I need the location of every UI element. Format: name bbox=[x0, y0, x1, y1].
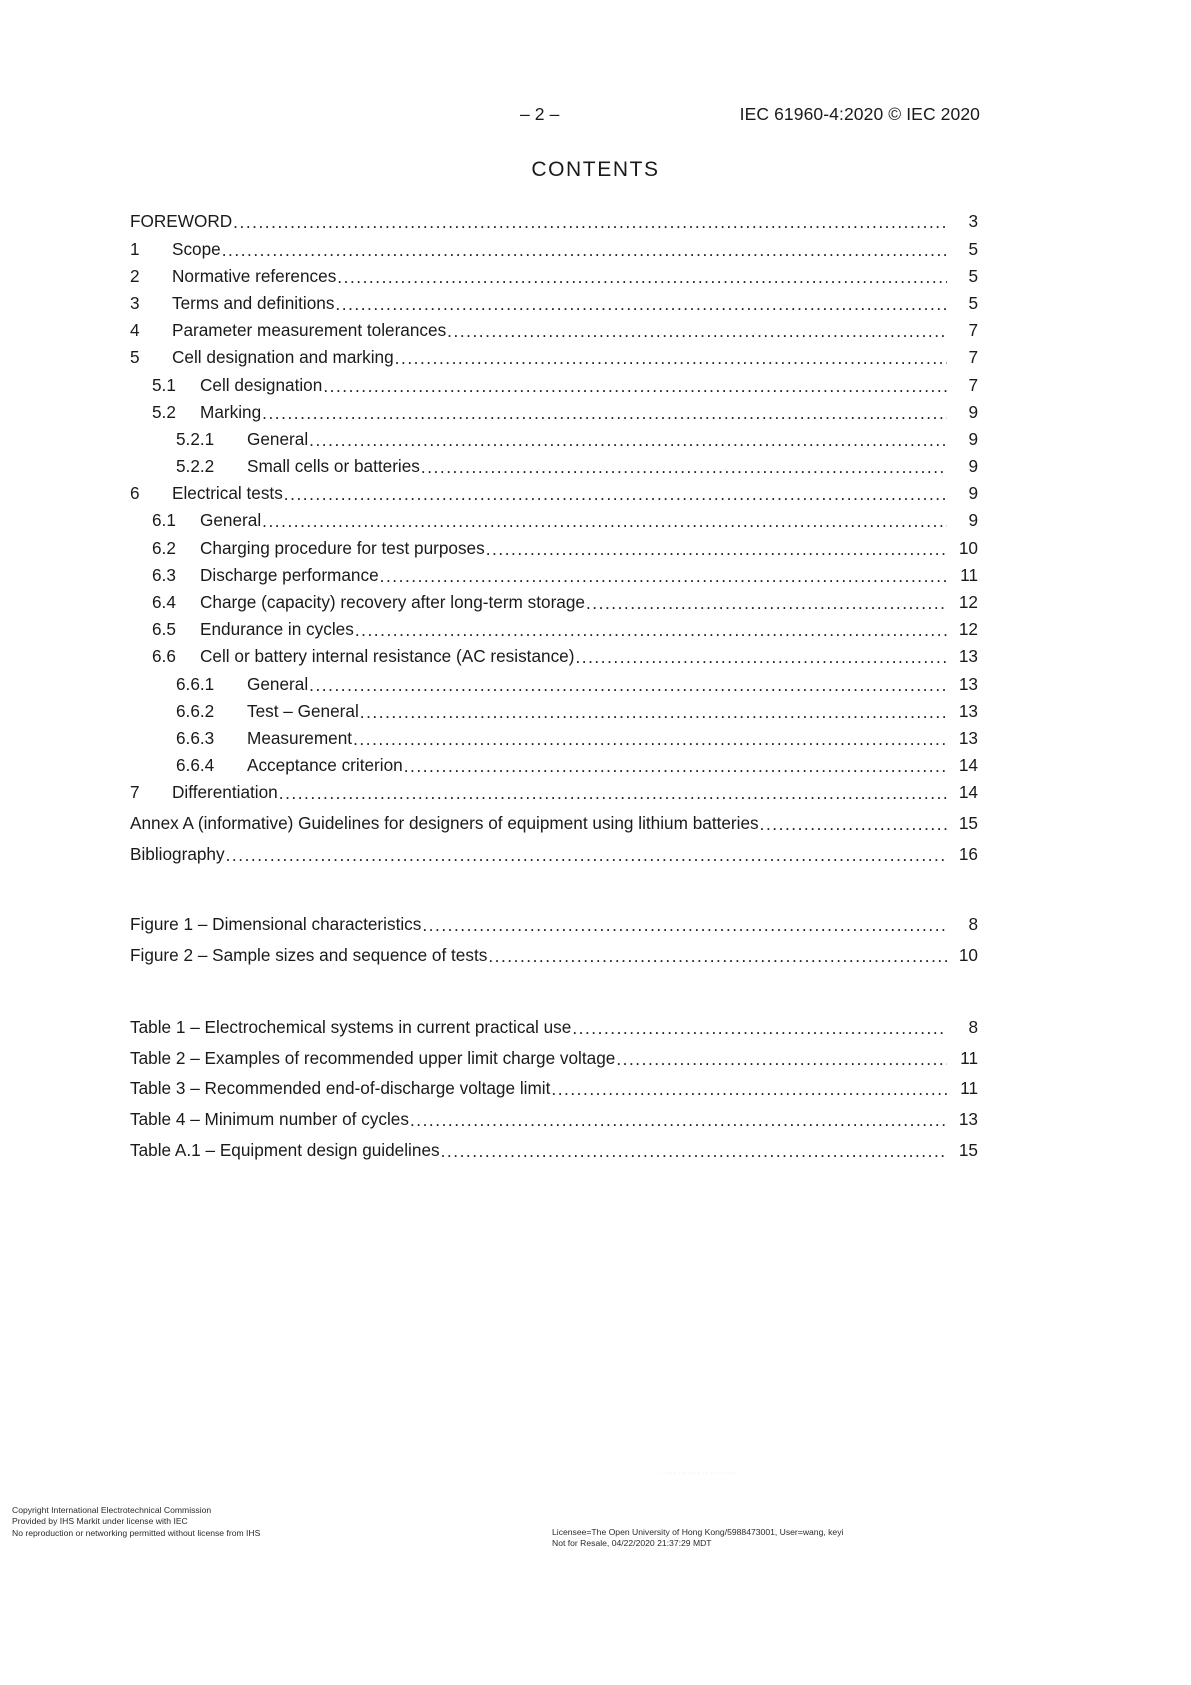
toc-entry-number: 6.6.2 bbox=[176, 700, 215, 721]
toc-entry-label: Terms and definitions bbox=[172, 292, 335, 313]
toc-entry-label: Table 2 – Examples of recommended upper limit charge voltage bbox=[130, 1047, 616, 1068]
toc-section-row-5[interactable] bbox=[130, 339, 978, 366]
toc-section-row-23[interactable] bbox=[130, 832, 978, 863]
toc-leader-dots bbox=[323, 377, 947, 394]
toc-entry-page: 12 bbox=[958, 592, 978, 613]
toc-entry-label: Normative references bbox=[172, 265, 337, 286]
toc-section-row-6[interactable] bbox=[130, 367, 978, 394]
toc-entry-label: Test – General bbox=[247, 700, 359, 721]
table-of-contents bbox=[130, 200, 978, 1159]
toc-section-row-3[interactable] bbox=[130, 285, 978, 312]
toc-entry-page: 5 bbox=[968, 265, 978, 286]
toc-entry-page: 16 bbox=[958, 843, 978, 864]
toc-entry-label: Scope bbox=[172, 238, 221, 259]
toc-table-row-0[interactable] bbox=[130, 1006, 978, 1037]
spacer-figures bbox=[130, 863, 978, 903]
toc-entry-number: 6.2 bbox=[152, 537, 176, 558]
toc-leader-dots bbox=[488, 947, 947, 964]
toc-entry-page: 5 bbox=[968, 238, 978, 259]
footer-licensee-line2: Not for Resale, 04/22/2020 21:37:29 MDT bbox=[552, 1538, 712, 1549]
toc-entry-number: 6.6.4 bbox=[176, 755, 215, 776]
toc-leader-dots bbox=[421, 458, 947, 475]
toc-entry-label: FOREWORD bbox=[130, 211, 233, 232]
toc-leader-dots bbox=[355, 621, 947, 638]
toc-entry-label: Acceptance criterion bbox=[247, 755, 403, 776]
toc-leader-dots bbox=[262, 404, 947, 421]
toc-entry-page: 13 bbox=[958, 1109, 978, 1130]
toc-entry-label: Table 1 – Electrochemical systems in current practical use bbox=[130, 1017, 572, 1038]
toc-entry-number: 6.6.1 bbox=[176, 673, 215, 694]
toc-section-row-0[interactable] bbox=[130, 200, 978, 231]
spacer-tables bbox=[130, 964, 978, 1006]
toc-entry-number: 6.1 bbox=[152, 510, 176, 531]
toc-section-row-21[interactable] bbox=[130, 774, 978, 801]
toc-entry-label: Endurance in cycles bbox=[200, 619, 354, 640]
toc-section-row-14[interactable] bbox=[130, 584, 978, 611]
toc-entry-page: 7 bbox=[968, 320, 978, 341]
toc-entry-number: 6.4 bbox=[152, 592, 176, 613]
toc-leader-dots bbox=[410, 1111, 947, 1128]
toc-entry-page: 8 bbox=[968, 1017, 978, 1038]
toc-leader-dots bbox=[572, 1020, 947, 1037]
toc-entry-label: Charge (capacity) recovery after long-term storage bbox=[200, 592, 585, 613]
toc-leader-dots bbox=[422, 916, 947, 933]
toc-leader-dots bbox=[575, 649, 947, 666]
toc-section-row-19[interactable] bbox=[130, 720, 978, 747]
toc-section-row-8[interactable] bbox=[130, 421, 978, 448]
toc-entry-page: 14 bbox=[958, 782, 978, 803]
toc-entry-label: Bibliography bbox=[130, 843, 225, 864]
toc-section-row-15[interactable] bbox=[130, 611, 978, 638]
toc-leader-dots bbox=[222, 241, 947, 258]
toc-leader-dots bbox=[586, 594, 947, 611]
toc-entry-number: 2 bbox=[130, 265, 140, 286]
toc-entry-page: 10 bbox=[958, 537, 978, 558]
toc-entry-page: 11 bbox=[960, 1047, 978, 1068]
toc-entry-label: Charging procedure for test purposes bbox=[200, 537, 485, 558]
toc-entry-label: Differentiation bbox=[172, 782, 278, 803]
toc-entry-number: 5.2.1 bbox=[176, 428, 215, 449]
toc-entry-number: 6.5 bbox=[152, 619, 176, 640]
toc-figures-group bbox=[130, 903, 978, 964]
toc-entry-page: 11 bbox=[960, 1078, 978, 1099]
toc-leader-dots bbox=[284, 485, 947, 502]
toc-section-row-22[interactable] bbox=[130, 802, 978, 833]
toc-entry-number: 6.3 bbox=[152, 564, 176, 585]
footer-copyright-block bbox=[12, 1505, 260, 1539]
toc-entry-page: 9 bbox=[968, 510, 978, 531]
toc-entry-number: 1 bbox=[130, 238, 140, 259]
footer-licensee-block bbox=[552, 1527, 843, 1550]
toc-figure-row-1[interactable] bbox=[130, 933, 978, 964]
toc-leader-dots bbox=[360, 703, 947, 720]
footer-copyright-line2: Provided by IHS Markit under license with IEC bbox=[12, 1516, 188, 1527]
toc-entry-label: Figure 1 – Dimensional characteristics bbox=[130, 914, 422, 935]
standard-reference: IEC 61960-4:2020 © IEC 2020 bbox=[739, 104, 980, 124]
toc-leader-dots bbox=[404, 757, 947, 774]
toc-entry-number: 6.6.3 bbox=[176, 727, 215, 748]
toc-tables-group bbox=[130, 1006, 978, 1159]
toc-entry-label: Cell designation and marking bbox=[172, 347, 394, 368]
page-marker: – 2 – bbox=[520, 104, 560, 124]
toc-entry-number: 5.2 bbox=[152, 401, 176, 422]
toc-entry-label: Cell or battery internal resistance (AC resistance) bbox=[200, 646, 575, 667]
toc-entry-page: 8 bbox=[968, 914, 978, 935]
toc-leader-dots bbox=[760, 815, 947, 832]
toc-leader-dots bbox=[447, 322, 947, 339]
toc-entry-page: 13 bbox=[958, 700, 978, 721]
toc-entry-page: 10 bbox=[958, 944, 978, 965]
toc-section-row-4[interactable] bbox=[130, 312, 978, 339]
toc-section-row-1[interactable] bbox=[130, 231, 978, 258]
footer-copyright-line3: No reproduction or networking permitted without license from IHS bbox=[12, 1527, 261, 1538]
toc-section-row-10[interactable] bbox=[130, 475, 978, 502]
toc-entry-label: Parameter measurement tolerances bbox=[172, 320, 447, 341]
toc-entry-number: 7 bbox=[130, 782, 140, 803]
toc-entry-label: Discharge performance bbox=[200, 564, 379, 585]
toc-entry-page: 14 bbox=[958, 755, 978, 776]
toc-leader-dots bbox=[353, 730, 947, 747]
toc-leader-dots bbox=[262, 513, 947, 530]
toc-entry-number: 6.6 bbox=[152, 646, 176, 667]
toc-entry-label: Measurement bbox=[247, 727, 353, 748]
toc-entry-number: 4 bbox=[130, 320, 140, 341]
toc-section-row-12[interactable] bbox=[130, 530, 978, 557]
toc-table-row-4[interactable] bbox=[130, 1128, 978, 1159]
toc-entry-page: 12 bbox=[958, 619, 978, 640]
toc-entry-label: Electrical tests bbox=[172, 483, 283, 504]
toc-section-row-2[interactable] bbox=[130, 258, 978, 285]
toc-leader-dots bbox=[395, 350, 947, 367]
footer-licensee-line1: Licensee=The Open University of Hong Kong/5988473001, User=wang, keyi bbox=[552, 1527, 844, 1537]
toc-entry-page: 15 bbox=[958, 812, 978, 833]
toc-entry-page: 13 bbox=[958, 727, 978, 748]
page-title: CONTENTS bbox=[531, 158, 660, 181]
scan-artifact: · ···· ··· ···· ·· ·· ··· ··· bbox=[660, 1470, 737, 1477]
toc-leader-dots bbox=[309, 676, 947, 693]
toc-leader-dots bbox=[337, 268, 947, 285]
toc-section-row-17[interactable] bbox=[130, 666, 978, 693]
toc-entry-page: 13 bbox=[958, 646, 978, 667]
toc-entry-page: 5 bbox=[968, 292, 978, 313]
toc-section-row-18[interactable] bbox=[130, 693, 978, 720]
toc-entry-label: Cell designation bbox=[200, 374, 323, 395]
toc-figure-row-0[interactable] bbox=[130, 903, 978, 934]
toc-leader-dots bbox=[226, 846, 947, 863]
toc-entry-page: 11 bbox=[960, 564, 978, 585]
toc-entry-page: 9 bbox=[968, 401, 978, 422]
toc-entry-number: 3 bbox=[130, 292, 140, 313]
toc-entry-page: 7 bbox=[968, 374, 978, 395]
toc-entry-label: General bbox=[247, 428, 309, 449]
toc-section-row-13[interactable] bbox=[130, 557, 978, 584]
toc-entry-label: Table A.1 – Equipment design guidelines bbox=[130, 1139, 440, 1160]
toc-leader-dots bbox=[309, 431, 947, 448]
toc-entry-label: General bbox=[200, 510, 262, 531]
toc-table-row-1[interactable] bbox=[130, 1037, 978, 1068]
toc-entry-number: 5.2.2 bbox=[176, 456, 215, 477]
page-footer bbox=[0, 1505, 1191, 1565]
toc-entry-page: 13 bbox=[958, 673, 978, 694]
toc-section-row-20[interactable] bbox=[130, 747, 978, 774]
toc-section-row-7[interactable] bbox=[130, 394, 978, 421]
toc-leader-dots bbox=[486, 540, 947, 557]
footer-copyright-line1: Copyright International Electrotechnical Commission bbox=[12, 1505, 212, 1515]
toc-table-row-2[interactable] bbox=[130, 1067, 978, 1098]
toc-section-row-16[interactable] bbox=[130, 638, 978, 665]
toc-leader-dots bbox=[233, 214, 947, 231]
toc-entry-label: Marking bbox=[200, 401, 262, 422]
toc-entry-label: Figure 2 – Sample sizes and sequence of tests bbox=[130, 944, 488, 965]
toc-leader-dots bbox=[380, 567, 947, 584]
toc-leader-dots bbox=[335, 295, 947, 312]
toc-leader-dots bbox=[441, 1142, 947, 1159]
toc-entry-page: 3 bbox=[968, 211, 978, 232]
toc-table-row-3[interactable] bbox=[130, 1098, 978, 1129]
toc-entry-number: 6 bbox=[130, 483, 140, 504]
toc-section-row-9[interactable] bbox=[130, 448, 978, 475]
toc-entry-number: 5 bbox=[130, 347, 140, 368]
toc-entry-label: Table 3 – Recommended end-of-discharge voltage limit bbox=[130, 1078, 551, 1099]
toc-section-row-11[interactable] bbox=[130, 502, 978, 529]
toc-entry-page: 15 bbox=[958, 1139, 978, 1160]
toc-entry-label: Small cells or batteries bbox=[247, 456, 420, 477]
toc-entry-page: 7 bbox=[968, 347, 978, 368]
toc-entry-number: 5.1 bbox=[152, 374, 176, 395]
toc-entry-page: 9 bbox=[968, 428, 978, 449]
running-header bbox=[130, 104, 980, 128]
toc-entry-page: 9 bbox=[968, 483, 978, 504]
toc-leader-dots bbox=[279, 785, 947, 802]
toc-entry-label: General bbox=[247, 673, 309, 694]
toc-leader-dots bbox=[551, 1081, 947, 1098]
toc-sections-group bbox=[130, 200, 978, 863]
toc-leader-dots bbox=[616, 1050, 947, 1067]
toc-entry-label: Annex A (informative) Guidelines for designers of equipment using lithium batteries bbox=[130, 812, 759, 833]
toc-entry-page: 9 bbox=[968, 456, 978, 477]
toc-entry-label: Table 4 – Minimum number of cycles bbox=[130, 1109, 409, 1130]
